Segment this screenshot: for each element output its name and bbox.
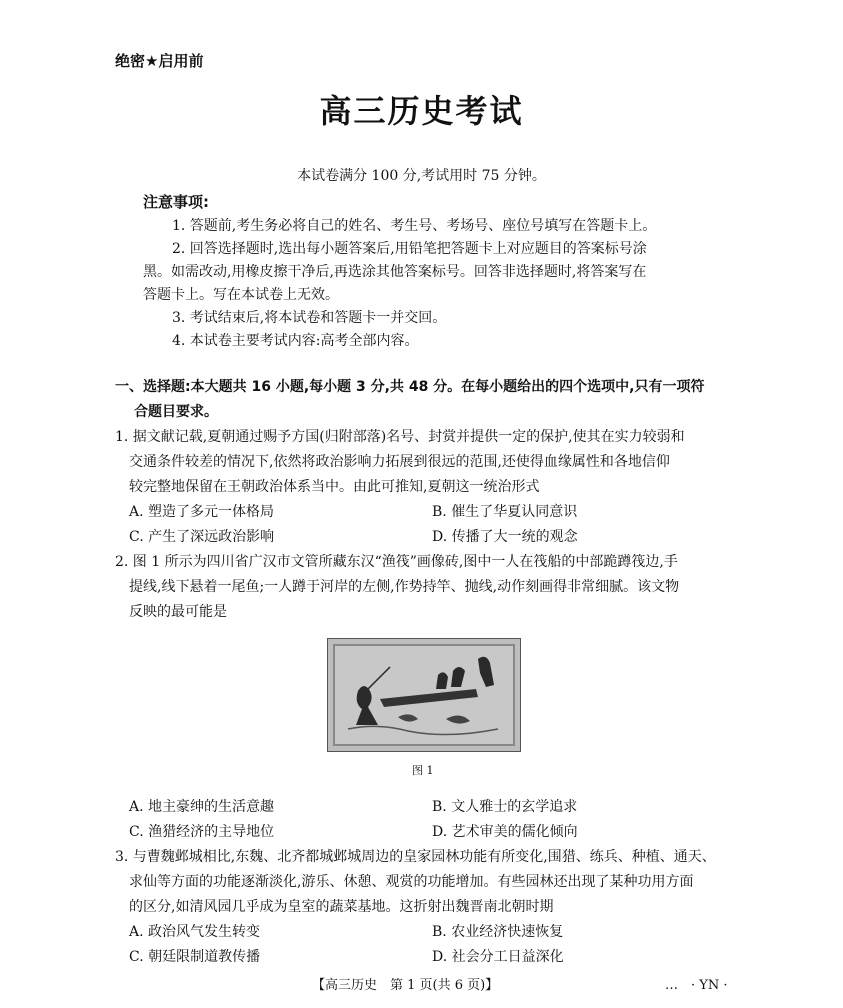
q3-option-c: C. 朝廷限制道教传播	[129, 949, 261, 965]
notice-line: 4. 本试卷主要考试内容:高考全部内容。	[172, 333, 419, 349]
q2-option-a: A. 地主豪绅的生活意趣	[129, 799, 275, 815]
q2-option-d: D. 艺术审美的儒化倾向	[432, 824, 578, 840]
page-footer: 【高三历史 第 1 页(共 6 页)】	[312, 978, 499, 993]
q1-option-d: D. 传播了大一统的观念	[432, 529, 578, 545]
question-2-stem: 2. 图 1 所示为四川省广汉市文管所藏东汉“渔筏”画像砖,图中一人在筏船的中部跪蹲筏边,手	[115, 554, 678, 570]
notice-line: 答题卡上。写在本试卷上无效。	[143, 287, 339, 303]
page-title: 高三历史考试	[319, 92, 524, 130]
notice-line: 3. 考试结束后,将本试卷和答题卡一并交回。	[172, 310, 447, 326]
q1-option-a: A. 塑造了多元一体格局	[129, 504, 275, 520]
section-heading: 一、选择题:本大题共 16 小题,每小题 3 分,共 48 分。在每小题给出的四个选项中,只有一项符	[115, 379, 705, 395]
question-3-stem: 的区分,如清风园几乎成为皇室的蔬菜基地。这折射出魏晋南北朝时期	[129, 899, 554, 915]
question-2-stem: 反映的最可能是	[129, 604, 227, 620]
figure-caption: 图 1	[412, 764, 434, 777]
q3-option-d: D. 社会分工日益深化	[432, 949, 564, 965]
question-1-stem: 交通条件较差的情况下,依然将政治影响力拓展到很远的范围,还使得血缘属性和各地信仰	[129, 454, 670, 470]
exam-score-time: 本试卷满分 100 分,考试用时 75 分钟。	[297, 168, 546, 184]
question-1-stem: 较完整地保留在王朝政治体系当中。由此可推知,夏朝这一统治形式	[129, 479, 540, 495]
q2-option-c: C. 渔猎经济的主导地位	[129, 824, 275, 840]
notice-heading: 注意事项:	[143, 193, 209, 211]
q2-option-b: B. 文人雅士的玄学追求	[432, 799, 578, 815]
question-3-stem: 3. 与曹魏邺城相比,东魏、北齐都城邺城周边的皇家园林功能有所变化,围猎、练兵、种植、通天、	[115, 849, 716, 865]
q1-option-c: C. 产生了深远政治影响	[129, 529, 275, 545]
q1-option-b: B. 催生了华夏认同意识	[432, 504, 578, 520]
notice-line: 黑。如需改动,用橡皮擦干净后,再选涂其他答案标号。回答非选择题时,将答案写在	[143, 264, 647, 280]
question-3-stem: 求仙等方面的功能逐渐淡化,游乐、休憩、观赏的功能增加。有些园林还出现了某种功用方面	[129, 874, 694, 890]
section-heading-cont: 合题目要求。	[134, 404, 218, 420]
fishing-raft-brick-image	[327, 638, 521, 752]
confidential-mark: 绝密★启用前	[115, 52, 204, 70]
notice-line: 2. 回答选择题时,选出每小题答案后,用铅笔把答题卡上对应题目的答案标号涂	[172, 241, 647, 257]
question-2-stem: 提线,线下悬着一尾鱼;一人蹲于河岸的左侧,作势持竿、抛线,动作刻画得非常细腻。该文物	[129, 579, 680, 595]
q3-option-b: B. 农业经济快速恢复	[432, 924, 564, 940]
question-1-stem: 1. 据文献记载,夏朝通过赐予方国(归附部落)名号、封赏并提供一定的保护,使其在实力较弱和	[115, 429, 685, 445]
page-footer-code: … · YN ·	[665, 978, 728, 993]
q3-option-a: A. 政治风气发生转变	[129, 924, 261, 940]
notice-line: 1. 答题前,考生务必将自己的姓名、考生号、考场号、座位号填写在答题卡上。	[172, 218, 657, 234]
